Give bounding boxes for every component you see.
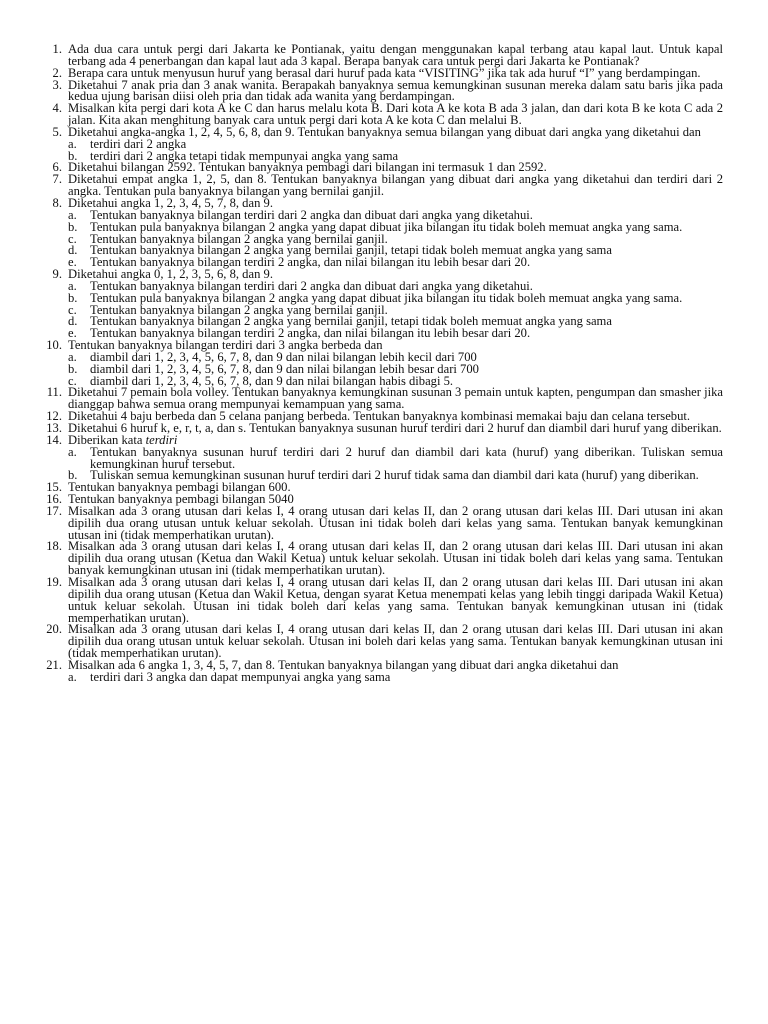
sub-question-letter: c. — [68, 302, 77, 317]
question-number: 17. — [46, 503, 62, 518]
question-text: Diketahui angka-angka 1, 2, 4, 5, 6, 8, dan 9. Tentukan banyaknya semua bilangan yang dibuat dari angka yang diketahui dan — [68, 124, 701, 139]
question-number: 7. — [52, 172, 62, 187]
sub-question-text: Tentukan banyaknya bilangan 2 angka yang bernilai ganjil, tetapi tidak boleh memuat angka yang sama — [90, 243, 612, 258]
sub-question-text: diambil dari 1, 2, 3, 4, 5, 6, 7, 8, dan 9 dan nilai bilangan lebih besar dari 700 — [90, 361, 479, 376]
question-item — [40, 124, 723, 163]
question-number: 15. — [46, 480, 62, 495]
sub-question-letter: c. — [68, 231, 77, 246]
question-italic-word: terdiri — [145, 432, 178, 447]
sub-question-list — [68, 349, 723, 388]
question-text: Tentukan banyaknya pembagi bilangan 5040 — [68, 492, 294, 507]
sub-question-list — [68, 207, 723, 270]
sub-question-list — [68, 669, 723, 684]
question-item — [40, 657, 723, 684]
question-number: 8. — [52, 195, 62, 210]
question-number: 20. — [46, 622, 62, 637]
question-number: 12. — [46, 409, 62, 424]
sub-question-letter: a. — [68, 349, 77, 364]
question-text: Ada dua cara untuk pergi dari Jakarta ke Pontianak, yaitu dengan menggunakan kapal terbang atau kapal laut. Untuk kapal terbang ada 4 penerbangan dan kapal laut ada 3 kapal. Berapa banyak cara untuk pergi dari Jakarta ke Pontianak? — [68, 42, 723, 68]
sub-question-text: terdiri dari 3 angka dan dapat mempunyai angka yang sama — [90, 669, 391, 684]
sub-question-letter: d. — [68, 314, 78, 329]
question-item — [40, 503, 723, 542]
sub-question-letter: e. — [68, 326, 77, 341]
question-item — [40, 624, 723, 660]
question-number: 9. — [52, 267, 62, 282]
sub-question-text: Tentukan banyaknya bilangan 2 angka yang bernilai ganjil, tetapi tidak boleh memuat angka yang sama — [90, 314, 612, 329]
question-text: Misalkan ada 3 orang utusan dari kelas I, 4 orang utusan dari kelas II, dan 2 orang utusan dari kelas III. Dari utusan ini akan dipilih dua orang utusan (Ketua dan Wakil Ketua) untuk keluar sekolah. Utusan ini tidak boleh dari kelas yang sama. Tentukan banyak kemungkinan utusan ini (tidak memperhatikan urutan). — [68, 539, 723, 578]
sub-question-text: Tentukan banyaknya bilangan terdiri dari 2 angka dan dibuat dari angka yang diketahui. — [90, 278, 533, 293]
question-item — [40, 387, 723, 411]
question-number: 11. — [46, 385, 62, 400]
question-text: Berapa cara untuk menyusun huruf yang berasal dari huruf pada kata “VISITING” jika tak ada huruf “I” yang berdampingan. — [68, 65, 701, 80]
question-text: Diketahui 7 anak pria dan 3 anak wanita. Berapakah banyaknya semua kemungkinan susunan mereka dalam satu baris jika pada kedua ujung barisan diisi oleh pria dan tidak ada wanita yang berdampingan. — [68, 77, 723, 104]
question-item — [40, 77, 723, 104]
sub-question-list — [68, 444, 723, 483]
question-text: Diketahui 7 pemain bola volley. Tentukan banyaknya kemungkinan susunan 3 pemain untuk kapten, pengumpan dan smasher jika dianggap bahwa semua orang mempunyai kemampuan yang sama. — [68, 385, 723, 412]
sub-question-text: Tentukan banyaknya bilangan terdiri 2 angka, dan nilai bilangan itu lebih besar dari 20. — [90, 255, 531, 270]
question-text: Diberikan kata — [68, 432, 146, 447]
sub-question-list — [68, 136, 723, 163]
sub-question-letter: a. — [68, 278, 77, 293]
sub-question-text: Tentukan banyaknya bilangan terdiri 2 angka, dan nilai bilangan itu lebih besar dari 20. — [90, 326, 531, 341]
question-item — [40, 432, 723, 483]
question-text: Tentukan banyaknya bilangan terdiri dari 3 angka berbeda dan — [68, 338, 383, 353]
sub-question-letter: a. — [68, 669, 77, 684]
question-number: 10. — [46, 338, 62, 353]
sub-question-text: diambil dari 1, 2, 3, 4, 5, 6, 7, 8, dan 9 dan nilai bilangan lebih kecil dari 700 — [90, 349, 477, 364]
question-number: 19. — [46, 574, 62, 589]
question-number: 16. — [46, 492, 62, 507]
sub-question-letter: e. — [68, 255, 77, 270]
question-number: 1. — [52, 42, 62, 56]
question-text: Diketahui angka 1, 2, 3, 4, 5, 7, 8, dan 9. — [68, 195, 273, 210]
question-text: Diketahui bilangan 2592. Tentukan banyaknya pembagi dari bilangan ini termasuk 1 dan 2592. — [68, 160, 547, 175]
question-item — [40, 340, 723, 387]
sub-question-text: diambil dari 1, 2, 3, 4, 5, 6, 7, 8, dan 9 dan nilai bilangan habis dibagi 5. — [90, 373, 454, 388]
question-number: 4. — [52, 101, 62, 116]
sub-question-letter: b. — [68, 361, 78, 376]
sub-question-letter: d. — [68, 243, 78, 258]
sub-question-letter: c. — [68, 373, 77, 388]
sub-question-list — [68, 278, 723, 341]
question-number: 21. — [46, 657, 62, 672]
question-text: Misalkan ada 3 orang utusan dari kelas I, 4 orang utusan dari kelas II, dan 2 orang utusan dari kelas III. Dari utusan ini akan dipilih dua orang utusan untuk keluar sekolah. Utusan ini boleh dari kelas yang sama. Tentukan banyak kemungkinan utusan ini (tidak memperhatikan urutan). — [68, 622, 723, 661]
question-item — [40, 174, 723, 198]
sub-question-text: terdiri dari 2 angka — [90, 136, 187, 151]
document-page — [40, 44, 723, 684]
question-item — [40, 269, 723, 340]
sub-question-text: Tuliskan semua kemungkinan susunan huruf terdiri dari 2 huruf tidak sama dan diambil dari kata (huruf) yang diberikan. — [90, 468, 699, 483]
question-text: Diketahui angka 0, 1, 2, 3, 5, 6, 8, dan 9. — [68, 267, 273, 282]
question-text: Misalkan ada 3 orang utusan dari kelas I, 4 orang utusan dari kelas II, dan 2 orang utusan dari kelas III. Dari utusan ini akan dipilih dua orang utusan (Ketua dan Wakil Ketua, dengan syarat Ketua menempati kelas yang lebih tinggi daripada Wakil Ketua) untuk keluar sekolah. Utusan ini tidak boleh dari kelas yang sama. Tentukan banyak kemungkinan utusan ini (tidak memperhatikan urutan). — [68, 574, 723, 625]
question-text: Tentukan banyaknya pembagi bilangan 600. — [68, 480, 291, 495]
question-number: 5. — [52, 124, 62, 139]
sub-question-letter: b. — [68, 219, 78, 234]
question-text: Misalkan ada 6 angka 1, 3, 4, 5, 7, dan 8. Tentukan banyaknya bilangan yang dibuat dari angka diketahui dan — [68, 657, 619, 672]
question-item — [40, 541, 723, 577]
sub-question-text: Tentukan banyaknya susunan huruf terdiri dari 2 huruf dan diambil dari kata (huruf) yang diberikan. Tuliskan semua kemungkinan huruf tersebut. — [90, 444, 723, 471]
sub-question-letter: a. — [68, 136, 77, 151]
question-number: 3. — [52, 77, 62, 92]
question-number: 18. — [46, 539, 62, 554]
question-number: 6. — [52, 160, 62, 175]
sub-question-item — [68, 444, 723, 471]
sub-question-letter: b. — [68, 290, 78, 305]
sub-question-letter: b. — [68, 148, 78, 163]
question-text: Diketahui 4 baju berbeda dan 5 celana panjang berbeda. Tentukan banyaknya kombinasi memakai baju dan celana tersebut. — [68, 409, 691, 424]
question-number: 2. — [52, 65, 62, 80]
sub-question-text: Tentukan pula banyaknya bilangan 2 angka yang dapat dibuat jika bilangan itu tidak boleh memuat angka yang sama. — [90, 290, 683, 305]
sub-question-text: Tentukan pula banyaknya bilangan 2 angka yang dapat dibuat jika bilangan itu tidak boleh memuat angka yang sama. — [90, 219, 683, 234]
question-item — [40, 103, 723, 127]
sub-question-letter: b. — [68, 468, 78, 483]
question-number: 14. — [46, 432, 62, 447]
sub-question-text: Tentukan banyaknya bilangan 2 angka yang bernilai ganjil. — [90, 231, 388, 246]
sub-question-letter: a. — [68, 444, 77, 459]
question-text: Diketahui 6 huruf k, e, r, t, a, dan s. Tentukan banyaknya susunan huruf terdiri dari 2 huruf dan diambil dari huruf yang diberikan. — [68, 421, 722, 435]
question-item — [40, 195, 723, 270]
sub-question-letter: a. — [68, 207, 77, 222]
question-text: Misalkan kita pergi dari kota A ke C dan harus melalu kota B. Dari kota A ke kota B ada 3 jalan, dan dari kota B ke kota C ada 2 jalan. Kita akan menghitung banyak cara untuk pergi dari kota A ke kota C dan melalui B. — [68, 101, 723, 128]
question-text: Misalkan ada 3 orang utusan dari kelas I, 4 orang utusan dari kelas II, dan 2 orang utusan dari kelas III. Dari utusan ini akan dipilih dua orang utusan untuk keluar sekolah. Utusan ini tidak boleh dari kelas yang sama. Tentukan banyak kemungkinan utusan ini (tidak memperhatikan urutan). — [68, 503, 723, 542]
sub-question-text: terdiri dari 2 angka tetapi tidak mempunyai angka yang sama — [90, 148, 399, 163]
question-text: Diketahui empat angka 1, 2, 5, dan 8. Tentukan banyaknya bilangan yang dibuat dari angka yang diketahui dan terdiri dari 2 angka. Tentukan pula banyaknya bilangan yang bernilai ganjil. — [68, 172, 723, 199]
sub-question-text: Tentukan banyaknya bilangan 2 angka yang bernilai ganjil. — [90, 302, 388, 317]
question-number: 13. — [46, 421, 62, 435]
question-item — [40, 574, 723, 625]
question-item — [40, 44, 723, 68]
sub-question-text: Tentukan banyaknya bilangan terdiri dari 2 angka dan dibuat dari angka yang diketahui. — [90, 207, 533, 222]
question-list — [40, 44, 723, 684]
sub-question-item — [68, 669, 723, 684]
